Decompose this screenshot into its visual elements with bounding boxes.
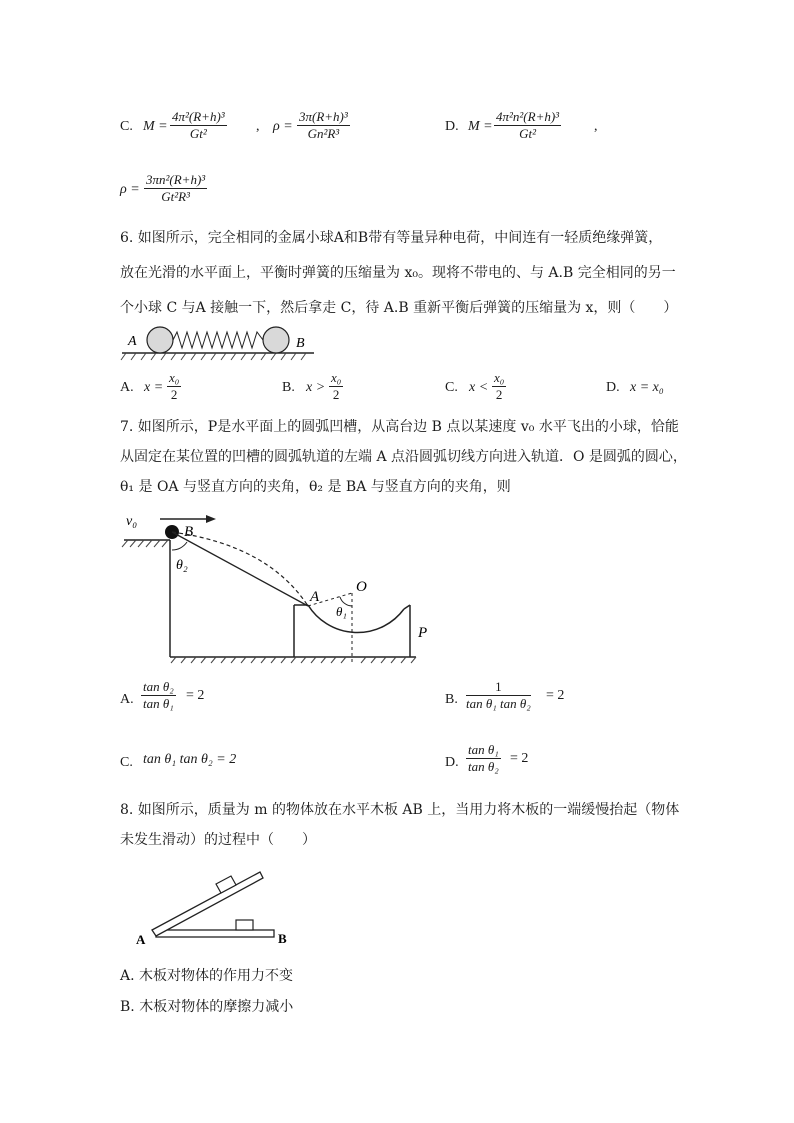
groove-arc — [308, 605, 404, 633]
q7-projectile-figure — [118, 505, 448, 665]
q7-option-d-fraction: $\frac{\text{tan θ₁}}{\text{tan θ₂}}$ — [468, 742, 499, 774]
ground-hatch — [171, 657, 416, 663]
q7-option-c: tan θ₁ tan θ₂ = 2 — [143, 752, 237, 767]
label-b: B — [278, 931, 287, 946]
groove-lip — [404, 605, 410, 609]
label-b: B — [296, 336, 305, 351]
q6-option-b-fraction: $\frac{\text{x₀}}{2}$ — [331, 370, 342, 402]
q6-option-d: x = x₀ — [630, 380, 664, 395]
q7-option-b-fraction: $\frac{1}{\text{tan θ₁ tan θ₂}}$ — [466, 679, 531, 711]
block-on-horizontal — [236, 920, 253, 930]
q7-stem-line2: 从固定在某位置的凹槽的圆弧轨道的左端 A 点沿圆弧切线方向进入轨道．O 是圆弧的圆心， — [120, 449, 687, 465]
theta2-arc — [172, 542, 187, 550]
q6-stem-line3: 个小球 C 与A 接触一下，然后拿走 C，待 A.B 重新平衡后弹簧的压缩量为 x，则（ ） — [120, 300, 678, 316]
q5-d-label: D. — [445, 119, 459, 134]
label-a: A — [310, 589, 320, 605]
label-theta2: θ₂ — [176, 558, 188, 573]
label-v0: v₀ — [126, 514, 138, 529]
q8-stem-line1: 8. 如图所示，质量为 m 的物体放在水平木板 AB 上，当用力将木板的一端缓慢抬起（物体 — [120, 802, 680, 818]
q5-d-mass-fraction: $\frac{\text{4π²n²(R+h)³}}{\text{Gt²}}$ — [496, 109, 560, 141]
q7-option-a-fraction: $\frac{\text{tan θ₂}}{\text{tan θ₁}}$ — [143, 679, 174, 711]
chord-ba — [172, 532, 308, 606]
label-o: O — [356, 579, 367, 595]
q7-stem-line1: 7. 如图所示，P是水平面上的圆弧凹槽，从高台边 B 点以某速度 v₀ 水平飞出的小球，恰能 — [120, 419, 679, 435]
q6-option-c-fraction: $\frac{\text{x₀}}{2}$ — [494, 370, 505, 402]
q6-spring-figure — [118, 322, 318, 364]
q5-c-label: C. — [120, 119, 133, 134]
q8-option-b: B. 木板对物体的摩擦力减小 — [120, 999, 294, 1015]
q6-stem-line2: 放在光滑的水平面上，平衡时弹簧的压缩量为 x₀。现将不带电的、与 A.B 完全相同的另一 — [120, 265, 676, 281]
q5-d-density-fraction: $\frac{\text{3πn²(R+h)³}}{\text{Gt²R³}}$ — [146, 172, 206, 204]
label-theta1: θ₁ — [336, 604, 347, 619]
label-a: A — [136, 932, 146, 947]
board-horizontal — [156, 930, 274, 937]
q6-stem-line1: 6. 如图所示，完全相同的金属小球A和B带有等量异种电荷，中间连有一轻质绝缘弹簧， — [120, 230, 663, 246]
label-a: A — [128, 334, 137, 349]
spring — [173, 332, 263, 348]
q7-stem-line3: θ₁ 是 OA 与竖直方向的夹角，θ₂ 是 BA 与竖直方向的夹角，则 — [120, 479, 511, 495]
platform-hatch — [122, 540, 168, 547]
q8-board-figure — [132, 864, 302, 948]
q8-option-a: A. 木板对物体的作用力不变 — [120, 968, 294, 984]
ground-hatch — [121, 353, 306, 360]
label-p: P — [418, 625, 428, 641]
ball-b — [263, 327, 289, 353]
q6-option-a-fraction: $\frac{\text{x₀}}{2}$ — [169, 370, 180, 402]
q8-stem-line2: 未发生滑动）的过程中（ ） — [120, 832, 316, 848]
ball-a — [147, 327, 173, 353]
label-b: B — [184, 524, 194, 540]
q5-c-density-fraction: $\frac{\text{3π(R+h)³}}{\text{Gn²R³}}$ — [299, 109, 348, 141]
q5-c-mass-fraction: $\frac{\text{4π²(R+h)³}}{\text{Gt²}}$ — [172, 109, 225, 141]
arrow-head-icon — [206, 515, 216, 523]
